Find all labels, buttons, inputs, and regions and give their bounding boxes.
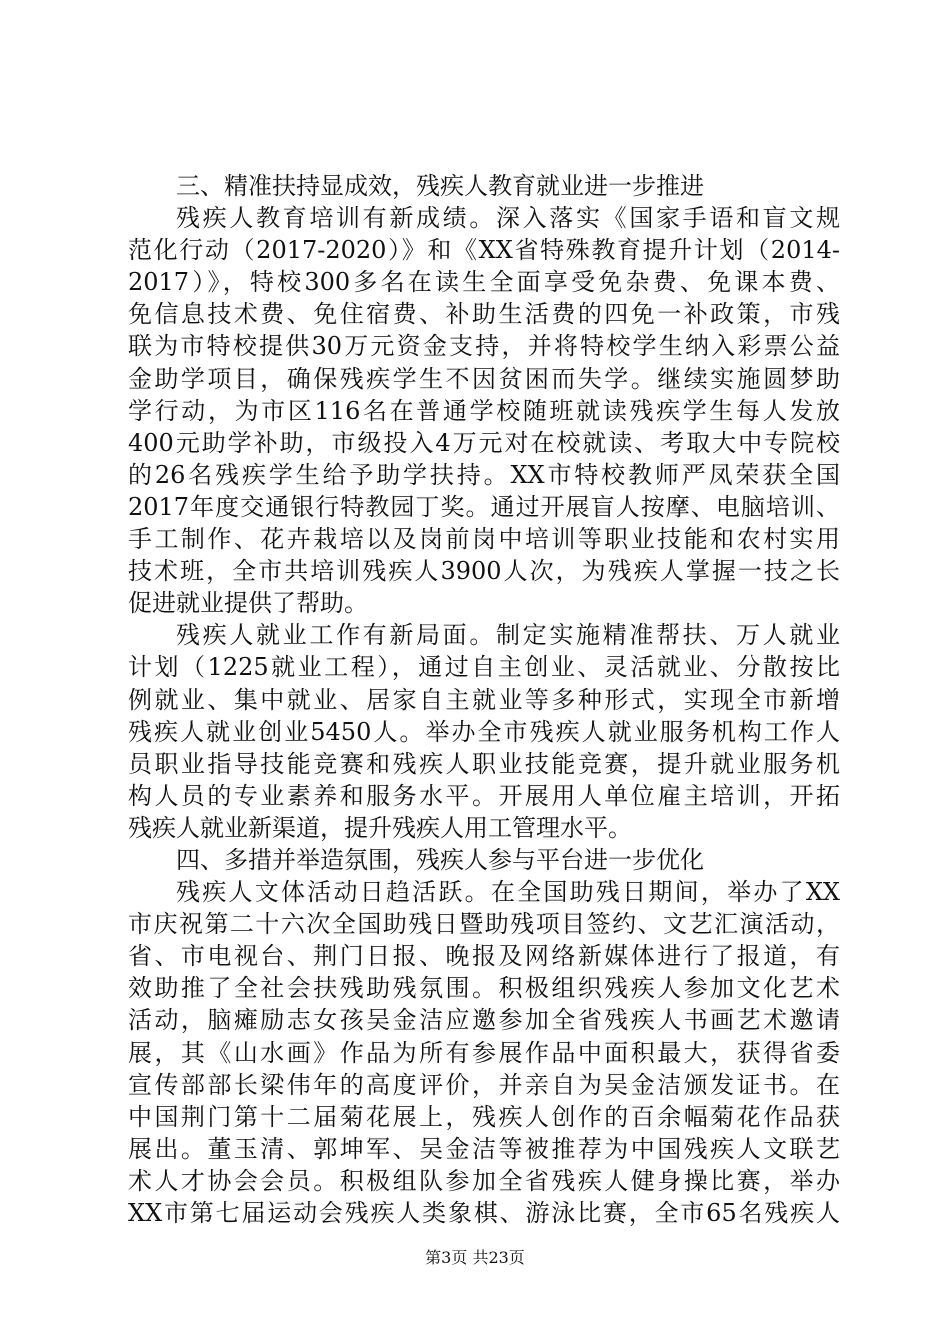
paragraph-line: XX市第七届运动会残疾人类象棋、游泳比赛，全市65名残疾人 (128, 1199, 840, 1227)
paragraph-line: 省、市电视台、荆门日报、晚报及网络新媒体进行了报道，有 (128, 942, 840, 971)
paragraph-line: 中国荆门第十二届菊花展上，残疾人创作的百余幅菊花作品获 (128, 1102, 840, 1131)
paragraph-line: 宣传部部长梁伟年的高度评价，并亲自为吴金洁颁发证书。在 (128, 1070, 840, 1099)
paragraph-line: 残疾人教育培训有新成绩。深入落实《国家手语和盲文规 (176, 204, 840, 233)
paragraph-line: 残疾人就业工作有新局面。制定实施精准帮扶、万人就业 (176, 621, 840, 650)
paragraph-line: 例就业、集中就业、居家自主就业等多种形式，实现全市新增 (128, 685, 840, 714)
paragraph-line: 残疾人就业创业5450人。举办全市残疾人就业服务机构工作人 (128, 717, 840, 746)
paragraph-line: 展出。董玉清、郭坤军、吴金洁等被推荐为中国残疾人文联艺 (128, 1134, 840, 1163)
paragraph-line: 范化行动（2017-2020）》和《XX省特殊教育提升计划（2014- (128, 236, 840, 265)
paragraph-line: 技术班，全市共培训残疾人3900人次，为残疾人掌握一技之长 (128, 557, 840, 586)
paragraph-line: 400元助学补助，市级投入4万元对在校就读、考取大中专院校 (128, 428, 840, 457)
paragraph-line: 残疾人文体活动日趋活跃。在全国助残日期间，举办了XX (176, 878, 840, 907)
paragraph-line: 市庆祝第二十六次全国助残日暨助残项目签约、文艺汇演活动， (128, 910, 840, 939)
paragraph-line: 促进就业提供了帮助。 (128, 589, 368, 618)
paragraph-line: 手工制作、花卉栽培以及岗前岗中培训等职业技能和农村实用 (128, 525, 840, 554)
section-heading-3: 三、精准扶持显成效，残疾人教育就业进一步推进 (176, 172, 704, 200)
paragraph-line: 免信息技术费、免住宿费、补助生活费的四免一补政策，市残 (128, 300, 840, 329)
paragraph-line: 联为市特校提供30万元资金支持，并将特校学生纳入彩票公益 (128, 332, 840, 361)
paragraph-line: 的26名残疾学生给予助学扶持。XX市特校教师严凤荣获全国 (128, 460, 840, 489)
paragraph-line: 展，其《山水画》作品为所有参展作品中面积最大，获得省委 (128, 1038, 840, 1067)
paragraph-line: 残疾人就业新渠道，提升残疾人用工管理水平。 (128, 813, 632, 842)
paragraph-line: 学行动，为市区116名在普通学校随班就读残疾学生每人发放 (128, 396, 840, 425)
paragraph-line: 员职业指导技能竞赛和残疾人职业技能竞赛，提升就业服务机 (128, 749, 840, 778)
paragraph-line: 术人才协会会员。积极组队参加全省残疾人健身操比赛，举办 (128, 1166, 840, 1195)
paragraph-line: 2017）》，特校300多名在读生全面享受免杂费、免课本费、 (128, 268, 840, 297)
paragraph-line: 活动，脑瘫励志女孩吴金洁应邀参加全省残疾人书画艺术邀请 (128, 1006, 840, 1035)
paragraph-line: 金助学项目，确保残疾学生不因贫困而失学。继续实施圆梦助 (128, 364, 840, 393)
document-body (128, 170, 840, 1229)
section-heading-4: 四、多措并举造氛围，残疾人参与平台进一步优化 (176, 845, 704, 874)
paragraph-line: 2017年度交通银行特教园丁奖。通过开展盲人按摩、电脑培训、 (128, 492, 840, 521)
paragraph-line: 计划（1225就业工程），通过自主创业、灵活就业、分散按比 (128, 653, 840, 682)
page-number-footer: 第3页 共23页 (425, 1248, 525, 1267)
paragraph-line: 效助推了全社会扶残助残氛围。积极组织残疾人参加文化艺术 (128, 974, 840, 1003)
paragraph-line: 构人员的专业素养和服务水平。开展用人单位雇主培训，开拓 (128, 781, 840, 810)
